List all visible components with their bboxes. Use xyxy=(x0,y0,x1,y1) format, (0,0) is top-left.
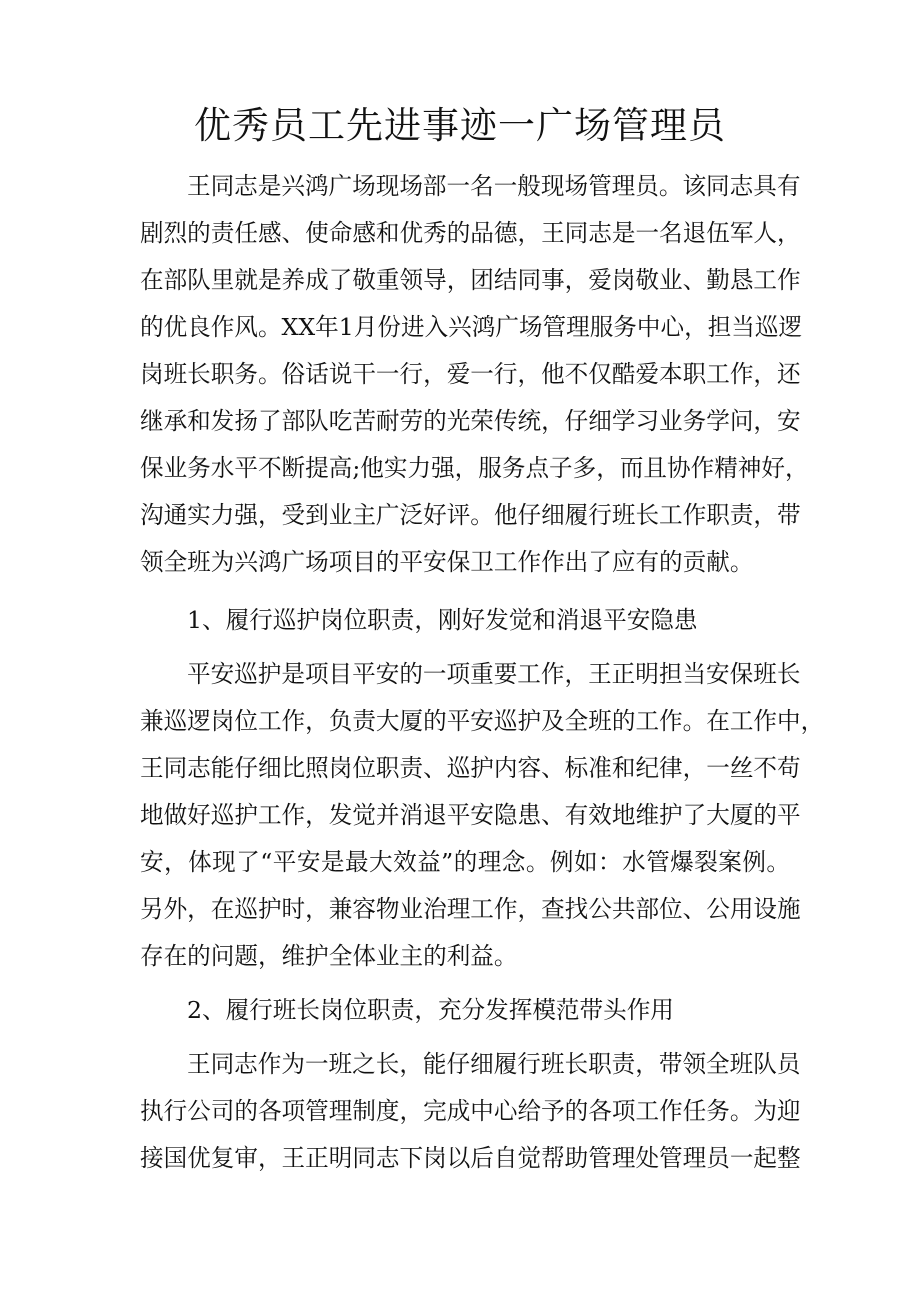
paragraph-line: 领全班为兴鸿广场项目的平安保卫工作作出了应有的贡献。 xyxy=(140,548,754,576)
paragraph-line: 平安巡护是项目平安的一项重要工作，王正明担当安保班长 xyxy=(187,660,801,688)
paragraph-line: 兼巡逻岗位工作，负责大厦的平安巡护及全班的工作。在工作中， xyxy=(140,707,825,735)
paragraph-line: 王同志是兴鸿广场现场部一名一般现场管理员。该同志具有 xyxy=(187,172,801,200)
document-title: 优秀员工先进事迹一广场管理员 xyxy=(194,104,726,147)
section-heading: 1、履行巡护岗位职责，刚好发觉和消退平安隐患 xyxy=(187,606,698,634)
paragraph-line: 王同志能仔细比照岗位职责、巡护内容、标准和纪律，一丝不苟 xyxy=(140,754,801,782)
paragraph-line: 另外，在巡护时，兼容物业治理工作，查找公共部位、公用设施 xyxy=(140,895,801,923)
paragraph-line: 的优良作风。XX年1月份进入兴鸿广场管理服务中心，担当巡逻 xyxy=(140,313,803,341)
paragraph-line: 地做好巡护工作，发觉并消退平安隐患、有效地维护了大厦的平 xyxy=(140,801,801,829)
paragraph-line: 剧烈的责任感、使命感和优秀的品德，王同志是一名退伍军人， xyxy=(140,219,801,247)
paragraph-line: 继承和发扬了部队吃苦耐劳的光荣传统，仔细学习业务学问，安 xyxy=(140,407,801,435)
section-heading: 2、履行班长岗位职责，充分发挥模范带头作用 xyxy=(187,996,674,1024)
paragraph-line: 接国优复审，王正明同志下岗以后自觉帮助管理处管理员一起整 xyxy=(140,1144,801,1172)
paragraph-line: 存在的问题，维护全体业主的利益。 xyxy=(140,942,518,970)
paragraph-line: 岗班长职务。俗话说干一行，爱一行，他不仅酷爱本职工作，还 xyxy=(140,360,801,388)
paragraph-line: 沟通实力强，受到业主广泛好评。他仔细履行班长工作职责，带 xyxy=(140,501,801,529)
paragraph-line: 安，体现了“平安是最大效益”的理念。例如：水管爆裂案例。 xyxy=(140,848,790,876)
paragraph-line: 王同志作为一班之长，能仔细履行班长职责，带领全班队员 xyxy=(187,1050,801,1078)
paragraph-line: 执行公司的各项管理制度，完成中心给予的各项工作任务。为迎 xyxy=(140,1097,801,1125)
paragraph-line: 在部队里就是养成了敬重领导，团结同事，爱岗敬业、勤恳工作 xyxy=(140,266,801,294)
paragraph-line: 保业务水平不断提高;他实力强，服务点子多，而且协作精神好， xyxy=(140,454,809,482)
